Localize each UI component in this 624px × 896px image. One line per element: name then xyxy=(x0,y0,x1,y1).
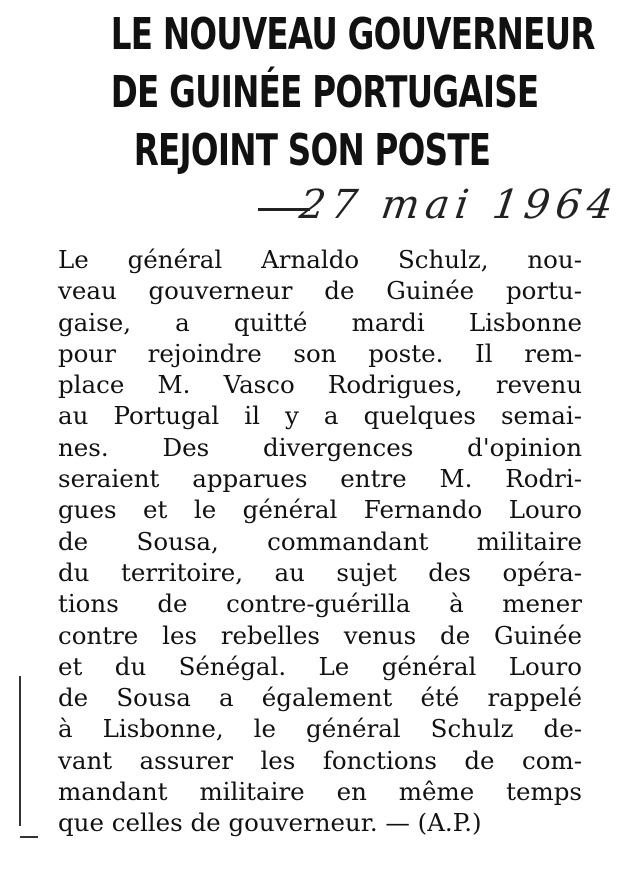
article-line: de Sousa a également été rappelé xyxy=(58,683,582,713)
article-line: mandant militaire en même temps xyxy=(58,777,582,807)
article-body xyxy=(58,244,582,839)
article-line: contre les rebelles venus de Guinée xyxy=(58,620,582,650)
article-line: place M. Vasco Rodrigues, revenu xyxy=(58,370,582,400)
article-line: veau gouverneur de Guinée portu- xyxy=(58,276,582,306)
headline-line-1: LE NOUVEAU GOUVERNEUR xyxy=(110,9,595,60)
headline-line-3: REJOINT SON POSTE xyxy=(133,125,491,176)
article-line: nes. Des divergences d'opinion xyxy=(58,432,582,462)
handwritten-date: 27 mai 1964 xyxy=(296,182,622,228)
article-line: gaise, a quitté mardi Lisbonne xyxy=(58,307,582,337)
article-line: Le général Arnaldo Schulz, nou- xyxy=(58,245,582,274)
headline-line-2: DE GUINÉE PORTUGAISE xyxy=(110,67,539,118)
article-line-last: que celles de gouverneur. — (A.P.) xyxy=(58,808,482,838)
article-line: du territoire, au sujet des opéra- xyxy=(58,557,582,587)
bottom-mark xyxy=(20,836,38,838)
article-line: gues et le général Fernando Louro xyxy=(58,495,582,525)
headline xyxy=(110,6,595,180)
article-line: pour rejoindre son poste. Il rem- xyxy=(58,338,582,368)
article-line: tions de contre-guérilla à mener xyxy=(58,589,582,619)
margin-mark xyxy=(19,676,21,826)
article-line: seraient apparues entre M. Rodri- xyxy=(58,464,582,494)
article-line: vant assurer les fonctions de com- xyxy=(58,745,582,775)
article-line: et du Sénégal. Le général Louro xyxy=(58,651,582,681)
article-line: au Portugal il y a quelques semai- xyxy=(58,401,582,431)
article-line: de Sousa, commandant militaire xyxy=(58,526,582,556)
article-line: à Lisbonne, le général Schulz de- xyxy=(58,714,582,744)
